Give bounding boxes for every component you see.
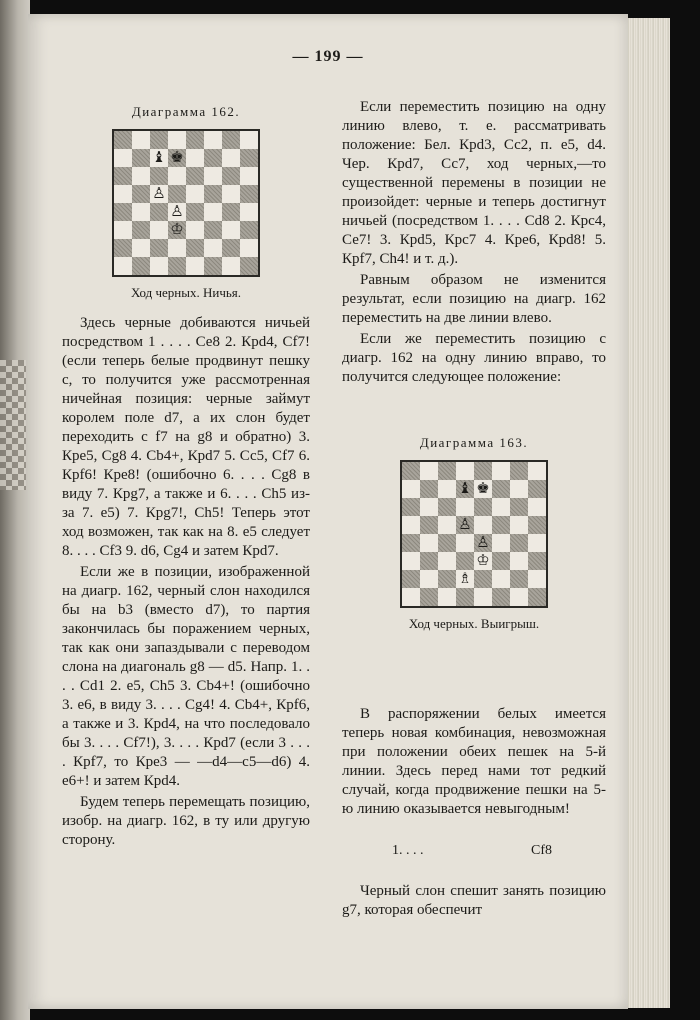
square-h2 xyxy=(240,239,258,257)
chess-piece-d5: ♙ xyxy=(458,516,472,533)
square-c6 xyxy=(150,167,168,185)
diagram-caption: Ход черных. Ничья. xyxy=(130,285,242,300)
square-b7 xyxy=(420,480,438,498)
page-number: — 199 — xyxy=(292,48,364,65)
square-d1 xyxy=(456,588,474,606)
paragraph: Если же в позиции, изображенной на диагр. 162, черный слон находился бы на b3 (вместо d7), то партия закончилась бы поражением черных, так как они запаздывали с переводом слона на диагональ g8 — d5. Напр. 1. . . . Сd1 2. е5, Сh5 3. Сb4+! (ошибочно 3. е6, в виду 3. . . . Сg4! 4. Сb4+, Крf6, а также и 3. Крd4, на что последовало бы 3. . . . Сf7!), 3. . . . Крd7 (если 3 . . . . Крf7, то Кре3 — —d4—с5—d6) 4. е6+! и затем Крd4. xyxy=(62,564,310,789)
square-c7 xyxy=(150,149,168,167)
left-column xyxy=(62,98,310,852)
square-g1 xyxy=(510,588,528,606)
square-d5 xyxy=(168,185,186,203)
previous-page-edge xyxy=(0,0,30,1020)
square-b8 xyxy=(132,131,150,149)
square-e5 xyxy=(474,516,492,534)
square-b2 xyxy=(132,239,150,257)
chess-piece-e4: ♙ xyxy=(476,534,490,551)
square-a1 xyxy=(402,588,420,606)
square-d8 xyxy=(456,462,474,480)
paragraph: Если переместить позицию на одну линию влево, т. е. рассматривать положение: Бел. Крd3, Сс2, п. е5, d4. Чер. Крd7, Сс7, ход черных,—то существенной перемены в позиции не произойдет: черные и теперь достигнут ничьей (посредством 1. . . . Сd8 2. Крс4, Се7! 3. Крd5, Крс7 4. Кре6, Крd8! 5. Крf7, Сh4! и т. д.). xyxy=(342,99,606,267)
square-e3 xyxy=(186,221,204,239)
square-d6 xyxy=(168,167,186,185)
square-f4 xyxy=(492,534,510,552)
chess-piece-c5: ♙ xyxy=(152,185,166,202)
square-a4 xyxy=(402,534,420,552)
square-e5 xyxy=(186,185,204,203)
square-h1 xyxy=(528,588,546,606)
square-e2 xyxy=(474,570,492,588)
square-h3 xyxy=(240,221,258,239)
square-a6 xyxy=(402,498,420,516)
square-h2 xyxy=(528,570,546,588)
square-e7 xyxy=(186,149,204,167)
square-g6 xyxy=(510,498,528,516)
square-b1 xyxy=(420,588,438,606)
square-c8 xyxy=(438,462,456,480)
square-b4 xyxy=(132,203,150,221)
square-d3 xyxy=(168,221,186,239)
chess-piece-d4: ♙ xyxy=(170,203,184,220)
square-g5 xyxy=(222,185,240,203)
square-h7 xyxy=(528,480,546,498)
square-e6 xyxy=(186,167,204,185)
square-b2 xyxy=(420,570,438,588)
square-f7 xyxy=(204,149,222,167)
square-e4 xyxy=(186,203,204,221)
square-g3 xyxy=(222,221,240,239)
square-f1 xyxy=(492,588,510,606)
square-a8 xyxy=(114,131,132,149)
square-g3 xyxy=(510,552,528,570)
square-g4 xyxy=(510,534,528,552)
square-g6 xyxy=(222,167,240,185)
paragraph: Здесь черные добиваются ничьей посредством 1 . . . . Се8 2. Крd4, Сf7! (если теперь белые продвинут пешку с, то получится уже рассмотренная ничейная позиция: черные займут королем поле d7, а их слон будет переходить с f7 на g8 и обратно) 3. Кре5, Сg8 4. Сb4+, Крd7 5. Сс5, Сf7 6. Крf6! Кре8! (ошибочно 6. . . . Сg8 в виду 7. Крg7, а также и 6. . . . Сh5 из-за 7. е5) 7. Крg7!, Сh5! Теперь этот ход возможен, так как на 8. е5 следует 8. . . . Сf3 9. d6, Сg4 и затем Крd7. xyxy=(62,315,310,559)
square-g7 xyxy=(222,149,240,167)
square-h1 xyxy=(240,257,258,275)
square-f8 xyxy=(204,131,222,149)
square-d3 xyxy=(456,552,474,570)
square-c8 xyxy=(150,131,168,149)
square-c1 xyxy=(150,257,168,275)
square-e4 xyxy=(474,534,492,552)
square-e8 xyxy=(186,131,204,149)
diagram-title: Диаграмма 162. xyxy=(131,104,241,119)
diagram-title: Диаграмма 163. xyxy=(419,435,529,450)
square-d7 xyxy=(168,149,186,167)
square-e7 xyxy=(474,480,492,498)
square-b4 xyxy=(420,534,438,552)
paragraph: Равным образом не изменится результат, если позицию на диагр. 162 переместить на две линии влево. xyxy=(342,272,606,326)
square-f7 xyxy=(492,480,510,498)
square-d2 xyxy=(456,570,474,588)
chess-piece-d7: ♚ xyxy=(170,149,184,166)
square-h6 xyxy=(528,498,546,516)
move-notation: Сf8 xyxy=(531,843,552,858)
square-f3 xyxy=(492,552,510,570)
square-f5 xyxy=(204,185,222,203)
square-d2 xyxy=(168,239,186,257)
square-g5 xyxy=(510,516,528,534)
chess-piece-d3: ♔ xyxy=(170,221,184,238)
square-f6 xyxy=(492,498,510,516)
square-a1 xyxy=(114,257,132,275)
square-f3 xyxy=(204,221,222,239)
square-g8 xyxy=(222,131,240,149)
square-b5 xyxy=(420,516,438,534)
chess-piece-d2: ♗ xyxy=(458,570,472,587)
square-c4 xyxy=(438,534,456,552)
square-d8 xyxy=(168,131,186,149)
previous-page-diagram-fragment xyxy=(0,360,26,490)
square-c2 xyxy=(438,570,456,588)
square-e8 xyxy=(474,462,492,480)
square-h5 xyxy=(528,516,546,534)
square-f8 xyxy=(492,462,510,480)
chess-piece-d7: ♝ xyxy=(458,480,472,497)
square-f4 xyxy=(204,203,222,221)
square-h6 xyxy=(240,167,258,185)
diagram-caption: Ход черных. Выигрыш. xyxy=(408,616,540,631)
square-h5 xyxy=(240,185,258,203)
square-a2 xyxy=(402,570,420,588)
square-a4 xyxy=(114,203,132,221)
chess-diagram-162 xyxy=(112,129,260,277)
square-a5 xyxy=(114,185,132,203)
right-column xyxy=(342,98,606,922)
book-page xyxy=(28,14,628,1009)
square-a3 xyxy=(114,221,132,239)
move-number: 1. . . . xyxy=(392,843,424,858)
paragraph: В распоряжении белых имеется теперь новая комбинация, невозможная при положении обеих пешек на 5-й линии. Здесь перед нами тот редкий случай, когда продвижение пешки на 5-ю линию оказывается невыгодным! xyxy=(342,706,606,817)
square-h7 xyxy=(240,149,258,167)
square-c3 xyxy=(150,221,168,239)
chess-piece-c7: ♝ xyxy=(152,149,166,166)
square-e1 xyxy=(186,257,204,275)
square-c4 xyxy=(150,203,168,221)
square-g2 xyxy=(222,239,240,257)
square-b3 xyxy=(420,552,438,570)
square-b7 xyxy=(132,149,150,167)
square-h3 xyxy=(528,552,546,570)
square-c5 xyxy=(150,185,168,203)
square-f5 xyxy=(492,516,510,534)
square-e2 xyxy=(186,239,204,257)
square-b1 xyxy=(132,257,150,275)
square-a8 xyxy=(402,462,420,480)
square-f2 xyxy=(204,239,222,257)
paragraph: Если же переместить позицию с диагр. 162 на одну линию вправо, то получится следующее положение: xyxy=(342,331,606,385)
square-g2 xyxy=(510,570,528,588)
square-a5 xyxy=(402,516,420,534)
square-a3 xyxy=(402,552,420,570)
square-d5 xyxy=(456,516,474,534)
square-c6 xyxy=(438,498,456,516)
paragraph: Будем теперь перемещать позицию, изобр. на диагр. 162, в ту или другую сторону. xyxy=(62,794,310,848)
square-g4 xyxy=(222,203,240,221)
paragraph: Черный слон спешит занять позицию g7, которая обеспечит xyxy=(342,883,606,918)
square-a7 xyxy=(402,480,420,498)
chess-piece-e7: ♚ xyxy=(476,480,490,497)
square-f1 xyxy=(204,257,222,275)
square-d6 xyxy=(456,498,474,516)
square-a7 xyxy=(114,149,132,167)
square-a2 xyxy=(114,239,132,257)
square-g8 xyxy=(510,462,528,480)
square-d1 xyxy=(168,257,186,275)
move-line xyxy=(392,841,552,860)
square-d4 xyxy=(456,534,474,552)
square-c3 xyxy=(438,552,456,570)
square-a6 xyxy=(114,167,132,185)
chess-diagram-163 xyxy=(400,460,548,608)
square-h8 xyxy=(240,131,258,149)
square-e3 xyxy=(474,552,492,570)
square-b6 xyxy=(420,498,438,516)
square-b5 xyxy=(132,185,150,203)
chess-piece-e3: ♔ xyxy=(476,552,490,569)
square-f6 xyxy=(204,167,222,185)
square-d4 xyxy=(168,203,186,221)
square-c1 xyxy=(438,588,456,606)
square-b8 xyxy=(420,462,438,480)
square-c2 xyxy=(150,239,168,257)
square-e1 xyxy=(474,588,492,606)
square-c7 xyxy=(438,480,456,498)
square-g7 xyxy=(510,480,528,498)
square-f2 xyxy=(492,570,510,588)
square-d7 xyxy=(456,480,474,498)
square-b6 xyxy=(132,167,150,185)
square-h8 xyxy=(528,462,546,480)
square-c5 xyxy=(438,516,456,534)
square-h4 xyxy=(528,534,546,552)
square-e6 xyxy=(474,498,492,516)
square-b3 xyxy=(132,221,150,239)
square-g1 xyxy=(222,257,240,275)
square-h4 xyxy=(240,203,258,221)
